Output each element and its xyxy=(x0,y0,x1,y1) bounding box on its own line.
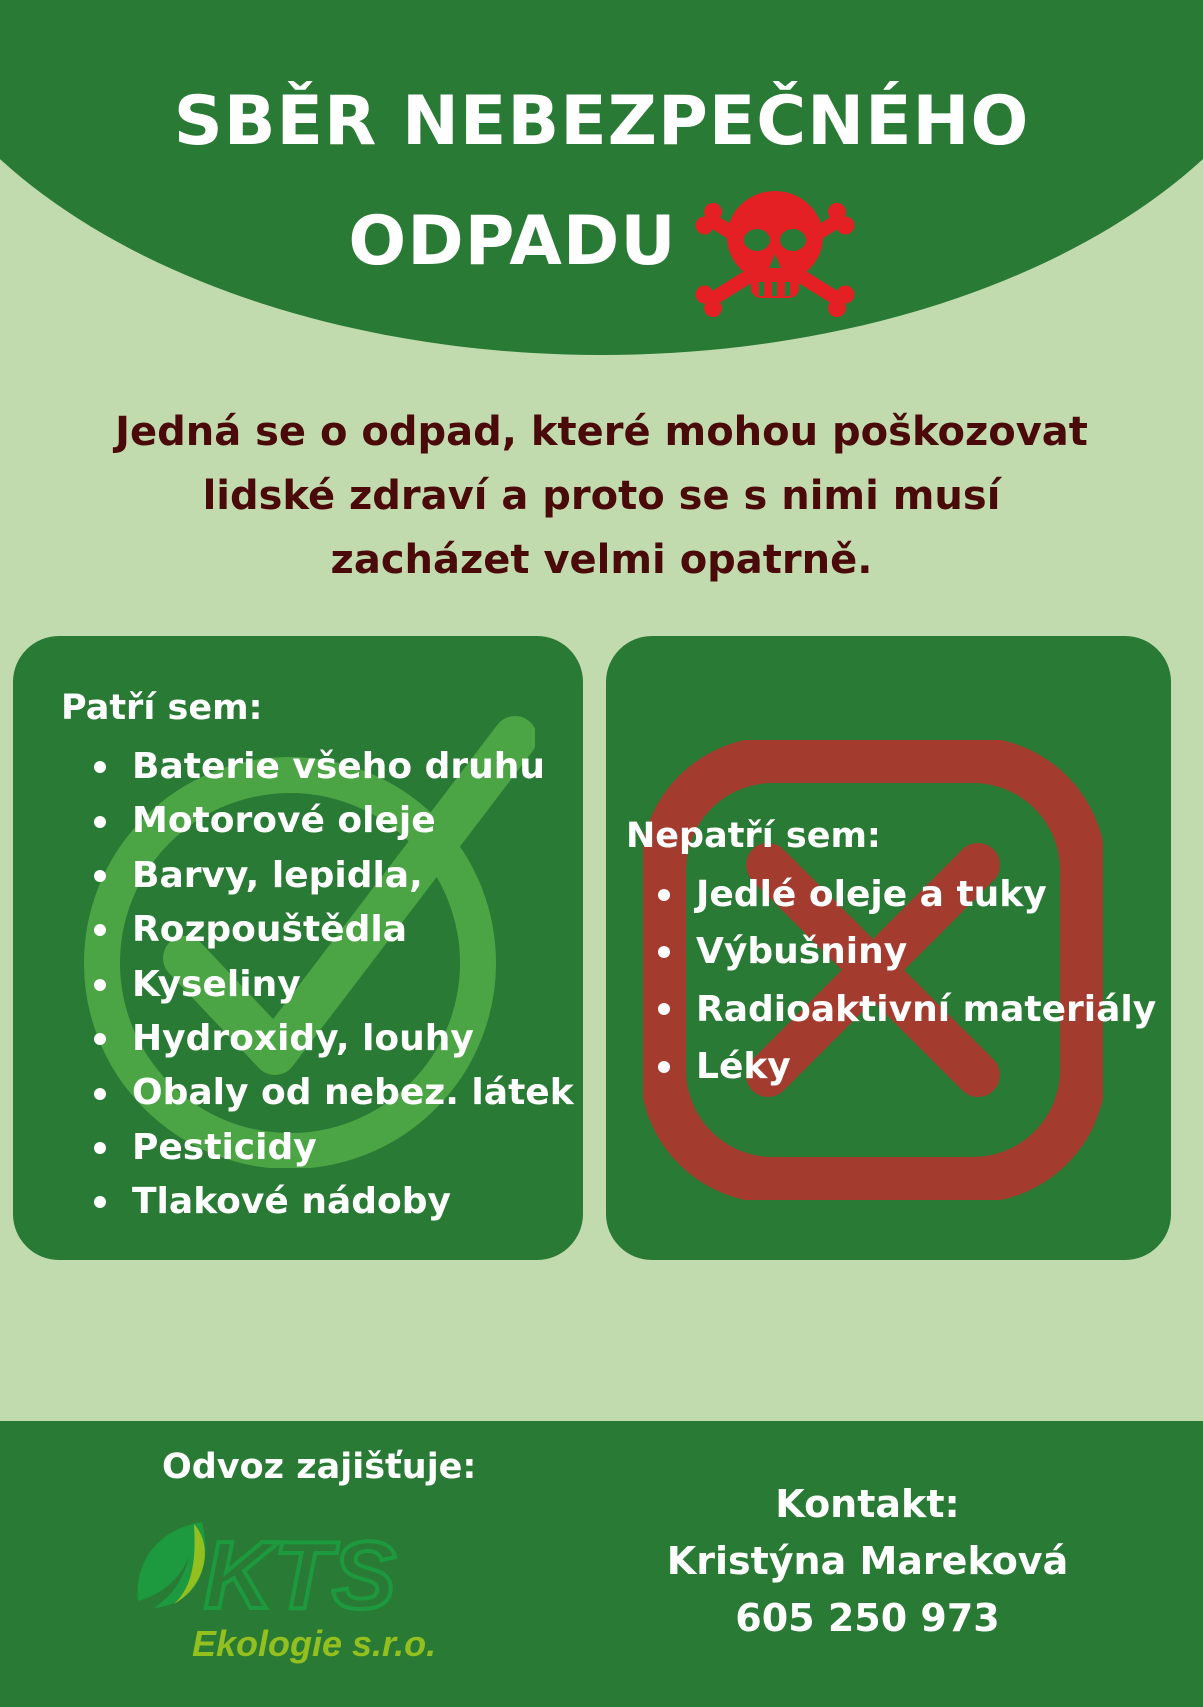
contact-block xyxy=(630,1476,1105,1647)
provider-label: Odvoz zajišťuje: xyxy=(162,1447,477,1487)
kts-logo xyxy=(134,1516,484,1666)
contact-phone: 605 250 973 xyxy=(735,1596,1000,1640)
title-line-2: ODPADU xyxy=(348,201,677,281)
not-belongs-list xyxy=(658,866,1156,1095)
list-item: Motorové oleje xyxy=(94,794,574,848)
title-line-1: SBĚR NEBEZPEČNÉHO xyxy=(173,82,1030,161)
list-item: Rozpouštědla xyxy=(94,903,574,957)
contact-name: Kristýna Mareková xyxy=(666,1539,1069,1583)
list-item: Pesticidy xyxy=(94,1121,574,1175)
leaf-icon xyxy=(138,1522,206,1608)
list-item: Radioaktivní materiály xyxy=(658,981,1156,1038)
logo-name: KTS xyxy=(204,1522,396,1629)
skull-crossbones-icon xyxy=(695,182,855,317)
list-item: Baterie všeho druhu xyxy=(94,740,574,794)
logo-subtitle: Ekologie s.r.o. xyxy=(192,1623,437,1664)
list-item: Kyseliny xyxy=(94,958,574,1012)
not-belongs-heading: Nepatří sem: xyxy=(626,816,881,856)
intro-text xyxy=(60,400,1143,592)
intro-line-1: Jedná se o odpad, které mohou poškozovat xyxy=(115,409,1088,455)
intro-line-2: lidské zdraví a proto se s nimi musí xyxy=(202,473,1001,519)
page-title xyxy=(0,70,1203,309)
intro-line-3: zacházet velmi opatrně. xyxy=(330,537,873,583)
list-item: Jedlé oleje a tuky xyxy=(658,866,1156,923)
belongs-card xyxy=(13,636,583,1260)
list-item: Tlakové nádoby xyxy=(94,1175,574,1229)
belongs-heading: Patří sem: xyxy=(61,688,263,728)
belongs-list xyxy=(94,740,574,1230)
list-item: Barvy, lepidla, xyxy=(94,849,574,903)
list-item: Léky xyxy=(658,1038,1156,1095)
list-item: Hydroxidy, louhy xyxy=(94,1012,574,1066)
footer xyxy=(0,1421,1203,1707)
contact-label: Kontakt: xyxy=(775,1482,960,1526)
not-belongs-card xyxy=(606,636,1171,1260)
list-item: Obaly od nebez. látek xyxy=(94,1066,574,1120)
list-item: Výbušniny xyxy=(658,923,1156,980)
